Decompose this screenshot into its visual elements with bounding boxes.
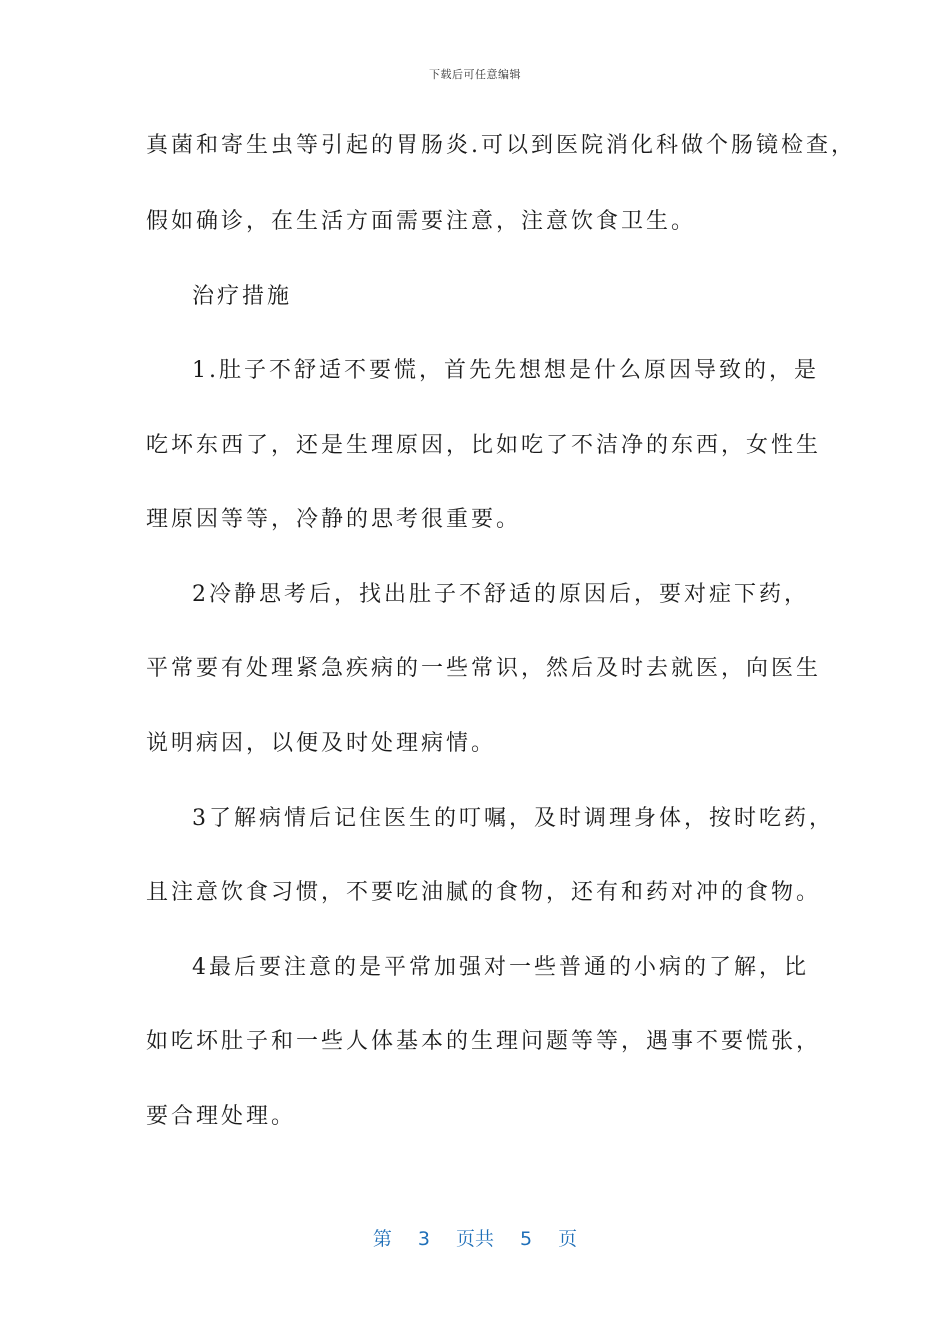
page-label-middle: 页共 xyxy=(455,1228,494,1250)
page-label-prefix: 第 xyxy=(372,1228,392,1250)
body-line: 且注意饮食习惯，不要吃油腻的食物，还有和药对冲的食物。 xyxy=(146,880,822,905)
page-footer xyxy=(0,1224,950,1251)
current-page-number: 3 xyxy=(417,1228,430,1250)
body-line: 说明病因，以便及时处理病情。 xyxy=(146,731,497,756)
body-line: 1.肚子不舒适不要慌，首先先想想是什么原因导致的，是 xyxy=(192,358,819,383)
total-page-number: 5 xyxy=(520,1228,533,1250)
page-label-suffix: 页 xyxy=(558,1228,578,1250)
body-line: 4最后要注意的是平常加强对一些普通的小病的了解，比 xyxy=(192,955,809,980)
body-line: 3了解病情后记住医生的叮嘱，及时调理身体，按时吃药， xyxy=(192,806,834,831)
body-line: 如吃坏肚子和一些人体基本的生理问题等等，遇事不要慌张， xyxy=(146,1029,822,1054)
body-line: 假如确诊，在生活方面需要注意，注意饮食卫生。 xyxy=(146,209,697,234)
body-line: 要合理处理。 xyxy=(146,1104,297,1129)
body-line: 真菌和寄生虫等引起的胃肠炎.可以到医院消化科做个肠镜检查， xyxy=(146,133,856,158)
body-line: 平常要有处理紧急疾病的一些常识，然后及时去就医，向医生 xyxy=(146,656,822,681)
section-heading: 治疗措施 xyxy=(192,284,293,309)
page-header: 下载后可任意编辑 xyxy=(429,68,521,81)
body-line: 2冷静思考后，找出肚子不舒适的原因后，要对症下药， xyxy=(192,582,809,607)
body-line: 理原因等等，冷静的思考很重要。 xyxy=(146,507,522,532)
body-line: 吃坏东西了，还是生理原因，比如吃了不洁净的东西，女性生 xyxy=(146,433,822,458)
